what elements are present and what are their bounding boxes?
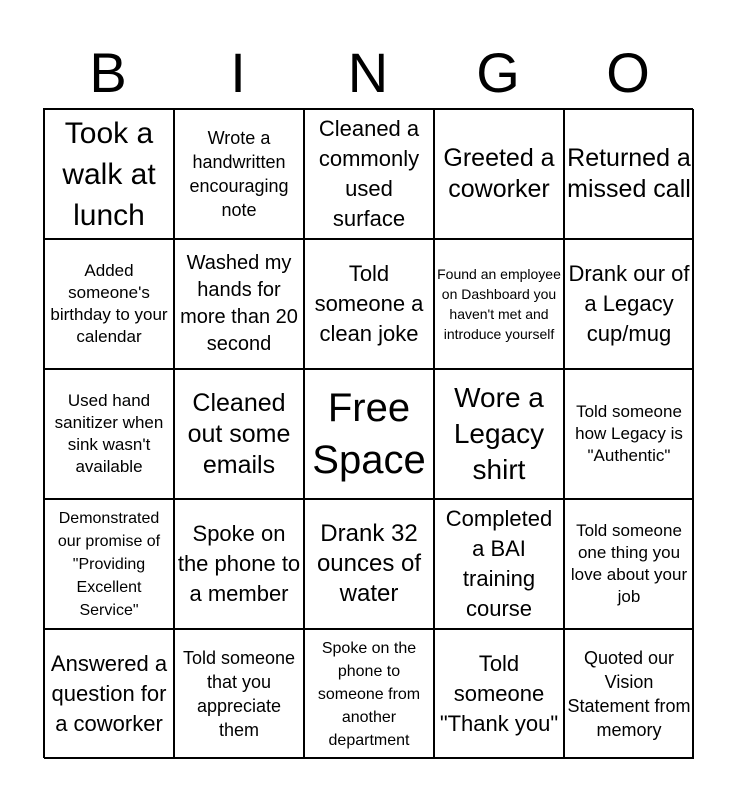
bingo-cell[interactable] xyxy=(174,239,304,369)
cell-text: Completed a BAI training course xyxy=(445,506,553,621)
bingo-cell[interactable] xyxy=(434,629,564,759)
header-letter-g: G xyxy=(476,41,520,104)
cell-text: Found an employee on Dashboard you haven't met and introduce yourself xyxy=(437,266,561,342)
bingo-cell[interactable] xyxy=(44,369,174,499)
bingo-grid xyxy=(43,108,693,758)
bingo-cell[interactable] xyxy=(434,369,564,499)
bingo-cell[interactable] xyxy=(44,239,174,369)
cell-text: Added someone's birthday to your calendar xyxy=(50,261,168,346)
bingo-cell[interactable] xyxy=(564,629,694,759)
cell-text: Took a walk at lunch xyxy=(62,116,156,232)
bingo-cell[interactable] xyxy=(44,499,174,629)
bingo-cell[interactable] xyxy=(304,109,434,239)
cell-text: Told someone how Legacy is "Authentic" xyxy=(575,402,683,465)
cell-text: Answered a question for a coworker xyxy=(50,651,168,736)
bingo-cell[interactable] xyxy=(304,499,434,629)
cell-text: Used hand sanitizer when sink wasn't available xyxy=(54,391,164,476)
cell-text: Returned a missed call xyxy=(567,144,691,203)
cell-text: Told someone "Thank you" xyxy=(439,651,559,736)
bingo-cell[interactable] xyxy=(304,629,434,759)
bingo-cell[interactable] xyxy=(564,369,694,499)
header-letter-i: I xyxy=(230,41,246,104)
bingo-cell[interactable] xyxy=(434,499,564,629)
header-letter-b: B xyxy=(89,41,127,104)
cell-text: Wrote a handwritten encouraging note xyxy=(189,128,289,220)
bingo-cell[interactable] xyxy=(564,499,694,629)
bingo-cell[interactable] xyxy=(304,239,434,369)
bingo-cell[interactable] xyxy=(434,109,564,239)
cell-text: Told someone that you appreciate them xyxy=(182,648,296,740)
cell-text: Drank 32 ounces of water xyxy=(316,520,422,607)
bingo-cell[interactable] xyxy=(174,109,304,239)
bingo-cell[interactable] xyxy=(174,369,304,499)
cell-text: Told someone a clean joke xyxy=(314,261,424,346)
cell-text: Demonstrated our promise of "Providing Excellent Service" xyxy=(57,509,161,619)
cell-text: Washed my hands for more than 20 second xyxy=(180,252,298,355)
header-letter-o: O xyxy=(606,41,650,104)
bingo-cell[interactable] xyxy=(44,109,174,239)
cell-text: Quoted our Vision Statement from memory xyxy=(567,648,691,740)
bingo-cell[interactable] xyxy=(434,239,564,369)
bingo-cell[interactable] xyxy=(174,499,304,629)
cell-text: Drank our of a Legacy cup/mug xyxy=(568,261,690,346)
cell-text: Wore a Legacy shirt xyxy=(453,382,545,485)
free-space-cell[interactable] xyxy=(304,369,434,499)
cell-text: Greeted a coworker xyxy=(443,144,555,203)
bingo-cell[interactable] xyxy=(564,239,694,369)
bingo-cell[interactable] xyxy=(44,629,174,759)
cell-text: Spoke on the phone to a member xyxy=(177,521,301,606)
cell-text: Spoke on the phone to someone from another department xyxy=(317,639,421,749)
cell-text: Told someone one thing you love about your job xyxy=(570,521,688,606)
cell-text: Free Space xyxy=(312,386,426,482)
bingo-header xyxy=(43,40,693,106)
bingo-cell[interactable] xyxy=(564,109,694,239)
bingo-cell[interactable] xyxy=(174,629,304,759)
cell-text: Cleaned out some emails xyxy=(187,388,291,479)
header-letter-n: N xyxy=(347,41,389,104)
cell-text: Cleaned a commonly used surface xyxy=(318,116,420,231)
